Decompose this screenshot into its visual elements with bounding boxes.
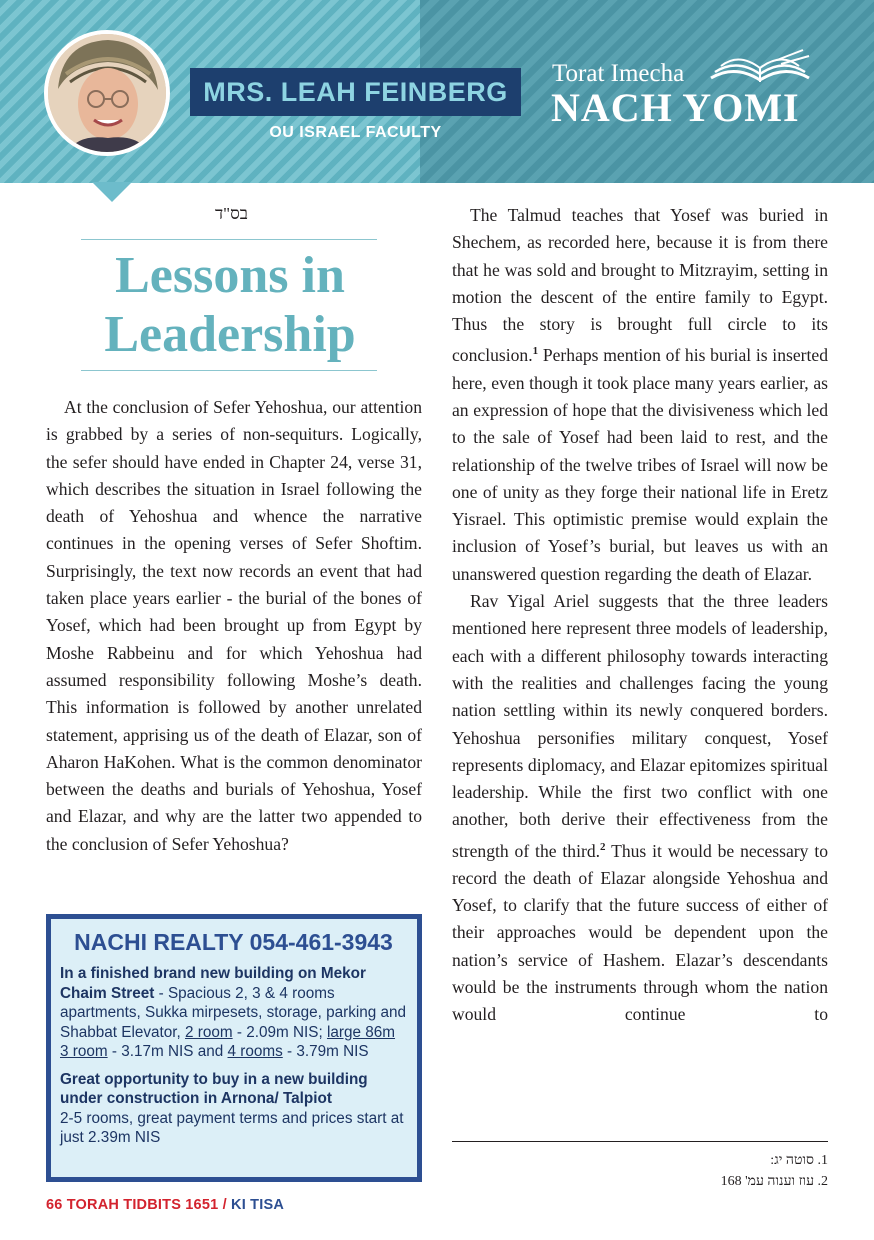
left-paragraph: At the conclusion of Sefer Yehoshua, our attention is grabbed by a series of non-sequiturs. Logically, the sefer should have ended in Chapter 24, verse 31, which describes the situation in Israel following the death of Yehoshua and whence the narrative continues in the opening verses of Sefer Shoftim. Surprisingly, the text now records an event that had taken place years earlier - the burial of the bones of Yosef, which had been brought up from Egypt by Moshe Rabbeinu and for which Yehoshua had assumed responsibility following Moshe’s death. This information is followed by another unrelated statement, apprising us of the death of Elazar, son of Aharon HaKohen. What is the common denominator between the deaths and burials of Yehoshua, Yosef and Elazar, and why are the latter two appended to the conclusion of Sefer Yehoshua? (46, 397, 422, 854)
author-title: OU ISRAEL FACULTY (269, 124, 442, 141)
footnote-1: 1. סוטה יג: (770, 1153, 828, 1168)
footnote-ref-1: 1 (532, 345, 539, 358)
right-paragraph-2 (452, 588, 828, 1029)
ad-p2-text: 2-5 rooms, great payment terms and prices start at just 2.39m NIS (60, 1109, 404, 1146)
ad-p1-link-3room: large 86m 3 room (60, 1023, 396, 1060)
p1-text-b: Perhaps mention of his burial is inserted here, even though it took place many years earlier, as an expression of hope that the divisiveness which led to the sale of Yosef had been laid to rest, and the relationship of the twelve tribes of Israel will now be one of unity as they forge their national life in Eretz Yisrael. This optimistic premise would explain the inclusion of Yosef’s burial, but leaves us with an unanswered question regarding the death of Elazar. (452, 345, 828, 584)
brand-subtitle: Torat Imecha (552, 60, 685, 87)
footnote-rule (452, 1141, 828, 1142)
brand-title: NACH YOMI (551, 85, 800, 130)
author-name: MRS. LEAH FEINBERG (203, 76, 508, 107)
header-banner (0, 0, 874, 183)
p1-text-a: The Talmud teaches that Yosef was buried in Shechem, as recorded here, because it is from there that he was sold and brought to Mitzrayim, setting in motion the descent of the entire family to Egypt. Thus the story is brought full circle to its conclusion. (452, 205, 828, 366)
footnote-2: 2. עוז וענוה עמ' 168 (720, 1174, 828, 1189)
article-title (60, 246, 400, 364)
title-line-2: Leadership (104, 306, 356, 363)
right-column (452, 202, 828, 1029)
footnotes (452, 1150, 828, 1192)
footnote-ref-2: 2 (600, 840, 606, 853)
footer-separator: / (218, 1197, 232, 1213)
bsd-mark: בס"ד (215, 204, 248, 223)
ad-p1-bold: In a finished brand new building on Mekor Chaim Street (60, 965, 366, 1002)
ad-paragraph-2 (60, 1070, 407, 1148)
ad-p1-text-2: - 2.09m NIS; (232, 1023, 327, 1041)
page-footer (46, 1197, 284, 1213)
ad-title: NACHI REALTY 054-461-3943 (74, 929, 393, 955)
ad-p1-text: - Spacious 2, 3 & 4 rooms apartments, Sukka mirpesets, storage, parking and Shabbat Elevator, (60, 984, 407, 1041)
p2-text-a: Rav Yigal Ariel suggests that the three leaders mentioned here represent three models of leadership, each with a different philosophy towards interacting with the realities and challenges facing the young nation settling within its newly conquered borders. Yehoshua personifies military conquest, Yosef represents diplomacy, and Elazar epitomizes spiritual leadership. While the first two conflict with one another, both derive their effectiveness from the strength of the third. (452, 591, 828, 861)
ad-p1-link-4room: 4 rooms (227, 1043, 283, 1060)
ad-p1-text-4: - 3.79m NIS (282, 1043, 369, 1060)
left-column (46, 394, 422, 858)
ad-paragraph-1 (60, 964, 407, 1062)
ad-p1-text-3: - 3.17m NIS and (107, 1043, 228, 1060)
title-line-1: Lessons in (115, 247, 345, 304)
ad-p1-link-2room: 2 room (185, 1023, 233, 1041)
author-name-box (190, 68, 521, 116)
p2-text-b: Thus it would be necessary to record the death of Elazar alongside Yehoshua and Yosef, to clarify that the future success of either of their approaches would be dependent upon the nation’s service of Hashem. Elazar’s descendants would be the instruments through whom the nation would continue to (452, 840, 829, 1025)
footer-publication: 66 TORAH TIDBITS 1651 (46, 1197, 219, 1213)
title-rule-top (81, 239, 377, 240)
title-rule-bottom (81, 370, 377, 371)
ad-p2-bold: Great opportunity to buy in a new building under construction in Arnona/ Talpiot (60, 1070, 368, 1107)
author-avatar (44, 30, 170, 156)
footer-parsha: KI TISA (231, 1197, 285, 1213)
header-pointer (92, 182, 132, 202)
realty-ad (46, 914, 422, 1182)
right-paragraph-1 (452, 202, 828, 588)
